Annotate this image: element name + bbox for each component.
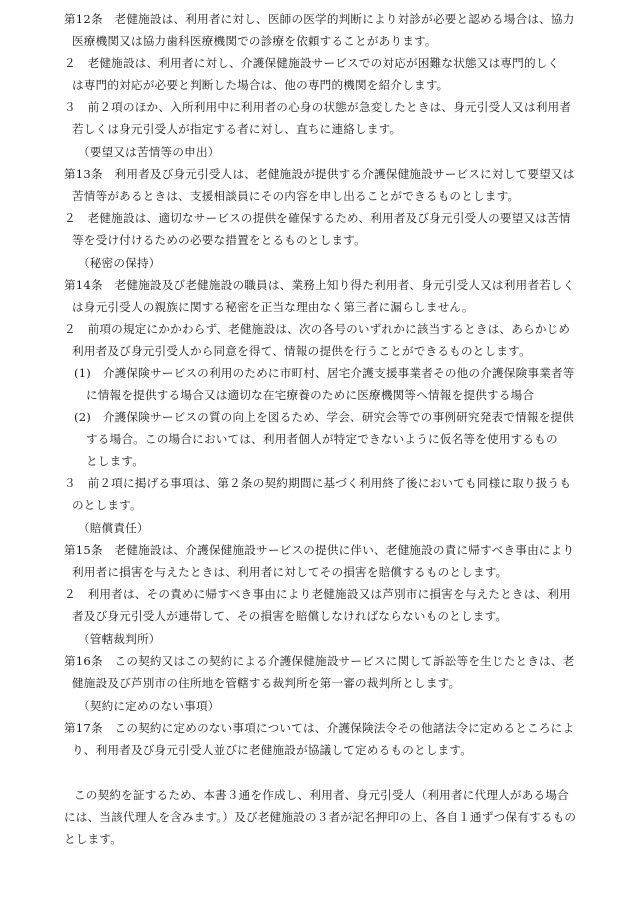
article-17-line-1: 第17条 この契約に定めのない事項については、介護保険法令その他諸法令に定めるところによ — [64, 721, 575, 735]
article-12-para-3-line-1: ３ 前２項のほか、入所利用中に利用者の心身の状態が急変したときは、身元引受人又は利用者 — [64, 100, 572, 114]
article-15-line-2: 利用者に損害を与えたときは、利用者に対してその損害を賠償するものとします。 — [72, 565, 508, 579]
article-12-line-2: 医療機関又は協力歯科医療機関での診療を依頼することがあります。 — [72, 34, 437, 48]
closing-line-1: この契約を証するため、本書３通を作成し、利用者、身元引受人（利用者に代理人がある場合 — [74, 788, 569, 802]
article-15-line-1: 第15条 老健施設は、介護保健施設サービスの提供に伴い、老健施設の責に帰すべき事由により — [64, 543, 575, 557]
article-14-para-3-line-1: ３ 前２項に掲げる事項は、第２条の契約期間に基づく利用終了後においても同様に取り扱うも — [64, 476, 572, 490]
article-12-para-2-line-2: は専門的対応が必要と判断した場合は、他の専門的機関を紹介します。 — [72, 78, 449, 92]
article-12-para-3-line-2: 若しくは身元引受人が指定する者に対し、直ちに連絡します。 — [72, 122, 402, 136]
article-13-para-2-line-2: 等を受け付けるための必要な措置をとるものとします。 — [72, 233, 366, 247]
closing-line-3: とします。 — [64, 832, 123, 846]
article-14-line-2: は身元引受人の親族に関する秘密を正当な理由なく第三者に漏らしません。 — [72, 300, 474, 314]
article-16-line-2: 健施設及び芦別市の住所地を管轄する裁判所を第一審の裁判所とします。 — [72, 676, 461, 690]
article-13-line-1: 第13条 利用者及び身元引受人は、老健施設が提供する介護保健施設サービスに対して要望又は — [64, 167, 575, 181]
article-13-heading: （要望又は苦情等の申出） — [78, 145, 220, 159]
article-12-line-1: 第12条 老健施設は、利用者に対し、医師の医学的判断により対診が必要と認める場合は、協力 — [64, 12, 575, 26]
closing-line-2: には、当該代理人を含みます。）及び老健施設の３者が記名押印の上、各自１通ずつ保有するもの — [64, 810, 577, 824]
article-15-para-2-line-2: 者及び身元引受人が連帯して、その損害を賠償しなければならないものとします。 — [72, 609, 508, 623]
article-16-line-1: 第16条 この契約又はこの契約による介護保健施設サービスに関して訴訟等を生じたときは、老 — [64, 654, 575, 668]
article-14-para-3-line-2: のとします。 — [72, 498, 142, 512]
article-13-para-2-line-1: ２ 老健施設は、適切なサービスの提供を確保するため、利用者及び身元引受人の要望又は苦情 — [64, 211, 571, 225]
article-17-line-2: り、利用者及び身元引受人並びに老健施設が協議して定めるものとします。 — [72, 743, 473, 757]
article-13-line-2: 苦情等があるときは、支援相談員にその内容を申し出ることができるものとします。 — [72, 189, 520, 203]
article-14-para-2-line-1: ２ 前項の規定にかかわらず、老健施設は、次の各号のいずれかに該当するときは、あらかじめ — [64, 322, 571, 336]
article-14-heading: （秘密の保持） — [78, 256, 161, 270]
article-15-heading: （賠償責任） — [78, 521, 149, 535]
article-14-item-1-line-1: (1) 介護保険サービスの利用のために市町村、居宅介護支援事業者その他の介護保険事業者等 — [74, 366, 575, 380]
article-15-para-2-line-1: ２ 利用者は、その責めに帰すべき事由により老健施設又は芦別市に損害を与えたときは、利用 — [64, 587, 571, 601]
article-14-item-2-line-3: とします。 — [86, 454, 145, 468]
article-17-heading: （契約に定めのない事項） — [78, 699, 220, 713]
article-16-heading: （管轄裁判所） — [78, 632, 161, 646]
article-14-item-2-line-2: する場合。この場合においては、利用者個人が特定できないように仮名等を使用するもの — [86, 432, 558, 446]
article-14-line-1: 第14条 老健施設及び老健施設の職員は、業務上知り得た利用者、身元引受人又は利用者若しく — [64, 278, 575, 292]
article-12-para-2-line-1: ２ 老健施設は、利用者に対し、介護保健施設サービスでの対応が困難な状態又は専門的しく — [64, 56, 560, 70]
article-14-para-2-line-2: 利用者及び身元引受人から同意を得て、情報の提供を行うことができるものとします。 — [72, 344, 531, 358]
article-14-item-1-line-2: に情報を提供する場合又は適切な在宅療養のために医療機関等へ情報を提供する場合 — [86, 388, 535, 402]
article-14-item-2-line-1: (2) 介護保険サービスの質の向上を図るため、学会、研究会等での事例研究発表で情報を提供 — [74, 410, 575, 424]
